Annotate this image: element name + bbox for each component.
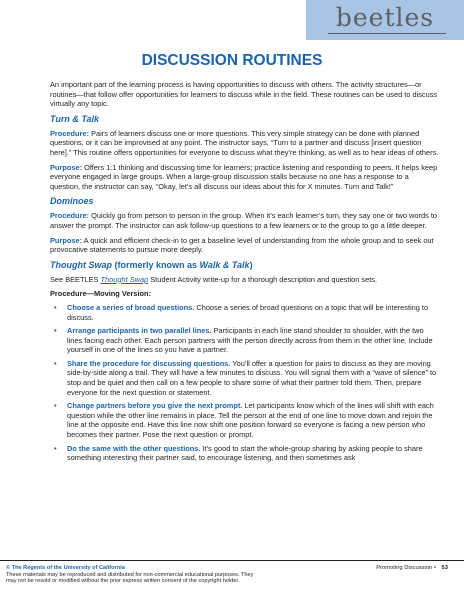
thought-swap-reference [50,275,440,285]
intro-paragraph: An important part of the learning process is having opportunities to discuss with others. The activity structures—or routines—that follow offer opportunities for learners to discuss while in the field. These routines can be used to discuss virtually any topic. [50,80,438,109]
list-item [50,326,440,355]
procedure-label: Procedure: [50,211,90,221]
step-text: It’s good to start the whole-group sharing by asking people to share something interesting their partner said, to encourage listening, and then sometimes ask [67,443,423,463]
heading-part: Thought Swap [50,259,112,270]
footer-divider [0,560,464,561]
logo-underline [328,33,446,34]
license-line: may not be resold or modified without the prior express written consent of the copyright holder. [6,578,240,585]
procedure-label: Procedure: [50,128,90,138]
purpose-text: Offers 1:1 thinking and discussing time for learners; practice listening and responding to peers. It helps keep everyone engaged in large groups. When a large-group discussion stalls because no one has a response to a question, the instructor can say, “Okay, let’s all discuss our ideas about this for X minutes. Turn and Talk!” [50,162,438,191]
procedure-text: Quickly go from person to person in the group. When it’s each learner’s turn, they say one or two words to answer the prompt. The instructor can ask follow-up questions to a few learners or to the group to go a little deeper. [50,211,437,230]
step-lead: Do the same with the other questions. [67,443,201,453]
step-lead: Arrange participants in two parallel lines. [67,326,212,336]
main-content [50,80,440,467]
bullet-icon: • [54,302,57,312]
step-lead: Share the procedure for discussing questions. [67,358,231,368]
section-heading-thought-swap [50,260,440,271]
bullet-icon: • [54,326,57,336]
procedure-moving-heading: Procedure—Moving Version: [50,289,152,299]
section-heading-turn-talk: Turn & Talk [50,113,100,124]
dominoes-purpose [50,236,440,255]
purpose-label: Purpose: [50,162,83,172]
bullet-icon: • [54,358,57,368]
step-text: You’ll offer a question for pairs to discuss as they are moving side-by-side along a trail. They will have a few minutes to discuss. You will signal them with a “wave of silence” to stop and be quiet and then call on a few people to share some of what their partner told them. Then, prepare everyone for the next question or statement. [67,358,437,397]
purpose-label: Purpose: [50,235,83,245]
reference-text: See BEETLES [50,274,101,284]
list-item [50,444,440,463]
heading-part: ) [249,259,253,270]
section-heading-dominoes: Dominoes [50,196,94,207]
footer-page-info [376,565,448,571]
turn-talk-procedure [50,129,440,158]
section-name: Promoting Discussion [376,565,433,571]
procedure-text: Pairs of learners discuss one or more questions. This very simple strategy can be done with planned questions, or it can be improvised at any point. The instructor says, “Turn to a partner and discuss [insert question here].” This routine offers opportunities for everyone to discuss what they’re thinking, as well as to hear ideas of others. [50,128,439,157]
list-item [50,359,440,397]
heading-part: (formerly known as [112,259,200,270]
step-text: Choose a series of broad questions on a topic that will be interesting to discuss. [67,302,429,322]
separator: • [433,565,436,571]
license-line: These materials may be reproduced and distributed for non-commercial educational purposes. They [6,571,254,578]
step-text: Let participants know which of the lines will shift with each question while the other line remains in place. Tell the person at the end of one line to move down and rejoin the line at the opposite end. Have this line now shift one position forward so everyone is facing a new person who becomes their partner. Pose the next question or prompt. [67,401,434,440]
list-item [50,401,440,439]
step-lead: Change partners before you give the next prompt. [67,401,243,411]
footer-copyright [6,565,306,585]
beetles-logo [306,0,464,40]
step-lead: Choose a series of broad questions. [67,302,195,312]
thought-swap-link[interactable]: Thought Swap [100,274,149,284]
procedure-list [50,303,440,463]
reference-text: Student Activity write-up for a thorough description and question sets. [148,274,378,284]
list-item [50,303,440,322]
page-number: 53 [441,565,448,571]
logo-text: beetles [335,3,435,32]
purpose-text: A quick and efficient check-in to get a baseline level of understanding from the whole group and to seek out provocative statements to pursue more deeply. [50,235,434,255]
page-title: DISCUSSION ROUTINES [141,52,323,69]
turn-talk-purpose [50,163,440,192]
step-text: Participants in each line stand shoulder to shoulder, with the two lines facing each other. Each person partners with the person directly across from them in the other line. Include yourself in one of the lines so you have a partner. [67,326,433,355]
copyright-line: © The Regents of the University of California [6,565,125,571]
heading-part: Walk & Talk [199,259,250,270]
dominoes-procedure [50,211,440,230]
bullet-icon: • [54,443,57,453]
bullet-icon: • [54,401,57,411]
